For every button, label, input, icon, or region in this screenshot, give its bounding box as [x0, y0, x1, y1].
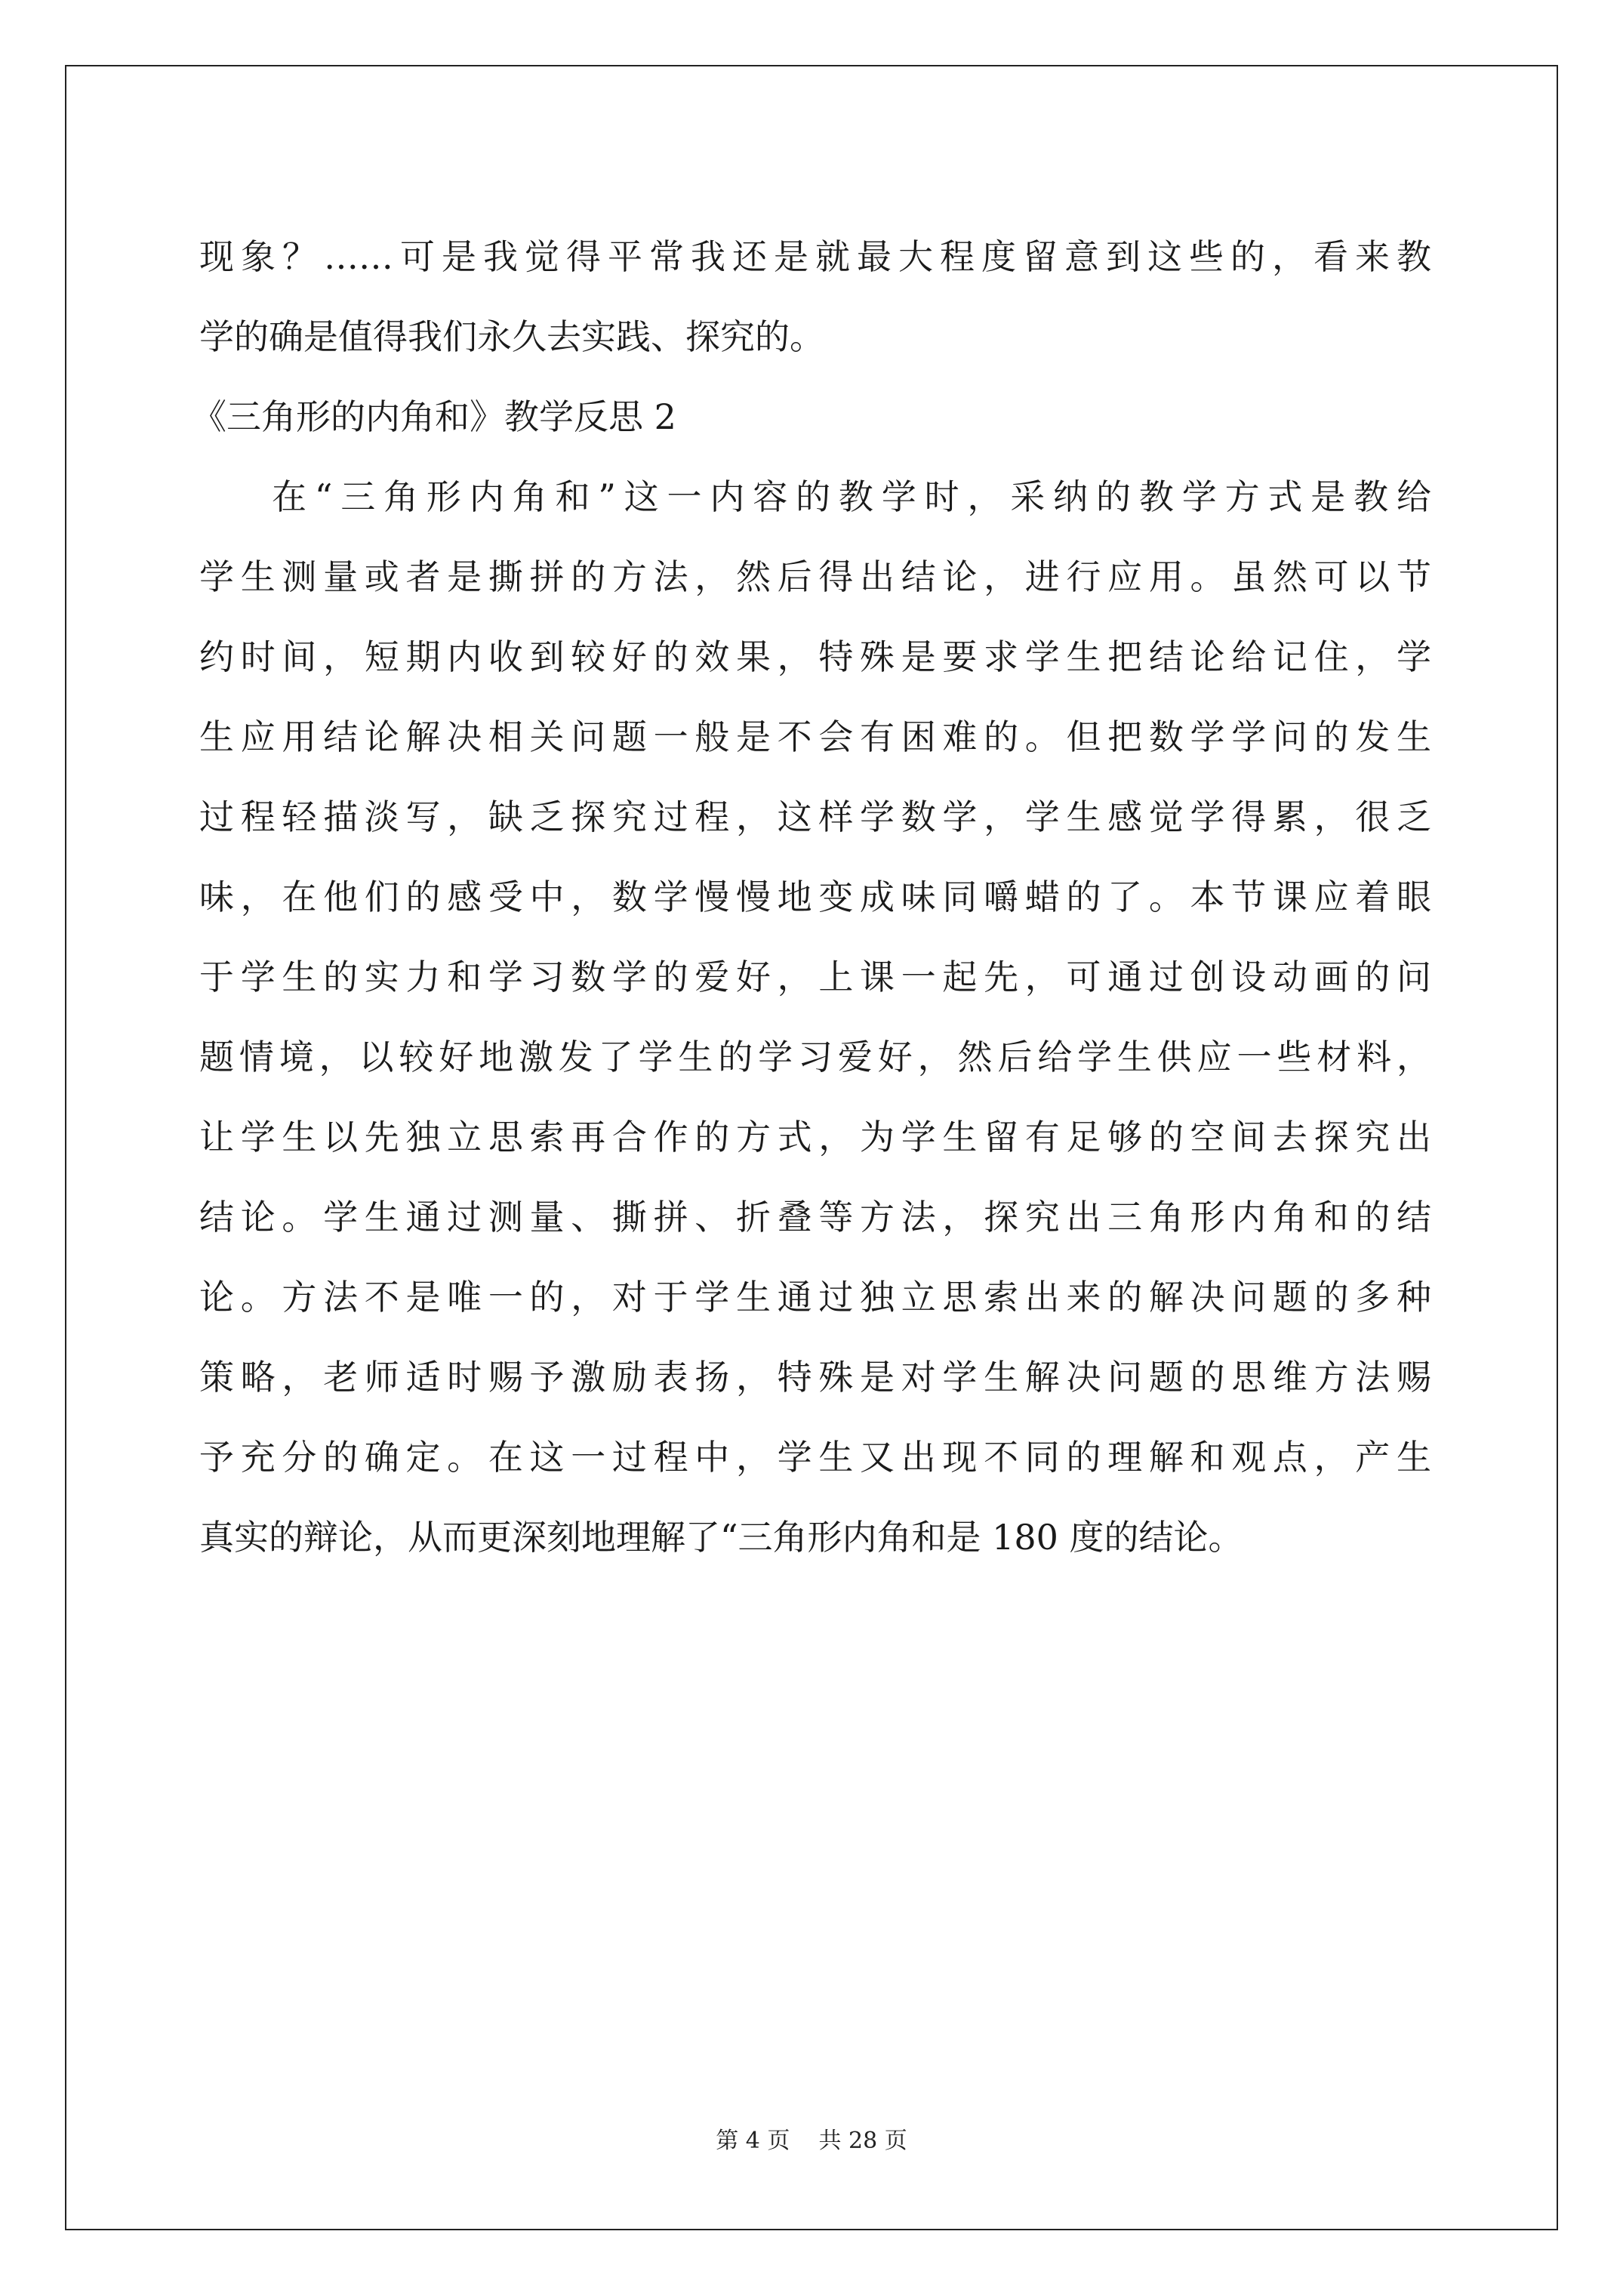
document-body	[192, 217, 1431, 1577]
paragraph-line: 在“三角形内角和”这一内容的教学时，采纳的教学方式是教给	[272, 476, 1431, 517]
paragraph-line: 过程轻描淡写，缺乏探究过程，这样学数学，学生感觉学得累，很乏	[199, 797, 1431, 837]
paragraph-line: 于学生的实力和学习数学的爱好，上课一起先，可通过创设动画的问	[199, 957, 1431, 997]
paragraph-line: 现象？……可是我觉得平常我还是就最大程度留意到这些的，看来教	[199, 236, 1431, 277]
paragraph-line: 学生测量或者是撕拼的方法，然后得出结论，进行应用。虽然可以节	[199, 556, 1431, 597]
section-heading: 《三角形的内角和》教学反思 2	[192, 396, 676, 437]
paragraph-line: 予充分的确定。在这一过程中，学生又出现不同的理解和观点，产生	[199, 1437, 1431, 1478]
paragraph-line: 结论。学生通过测量、撕拼、折叠等方法，探究出三角形内角和的结	[199, 1197, 1431, 1237]
paragraph-line: 题情境，以较好地激发了学生的学习爱好，然后给学生供应一些材料，	[199, 1037, 1431, 1077]
page-footer: 第 4 页 共 28 页	[716, 2128, 907, 2154]
paragraph-line: 生应用结论解决相关问题一般是不会有困难的。但把数学学问的发生	[199, 717, 1431, 757]
paragraph-line: 策略，老师适时赐予激励表扬，特殊是对学生解决问题的思维方法赐	[199, 1357, 1431, 1398]
paragraph-line: 味，在他们的感受中，数学慢慢地变成味同嚼蜡的了。本节课应着眼	[199, 877, 1431, 917]
paragraph-line: 真实的辩论，从而更深刻地理解了“三角形内角和是 180 度的结论。	[199, 1517, 1243, 1558]
paragraph-line: 学的确是值得我们永久去实践、探究的。	[199, 316, 824, 357]
paragraph-line: 论。方法不是唯一的，对于学生通过独立思索出来的解决问题的多种	[199, 1277, 1431, 1318]
paragraph-line: 让学生以先独立思索再合作的方式，为学生留有足够的空间去探究出	[199, 1117, 1431, 1157]
paragraph-line: 约时间，短期内收到较好的效果，特殊是要求学生把结论给记住，学	[199, 636, 1431, 677]
